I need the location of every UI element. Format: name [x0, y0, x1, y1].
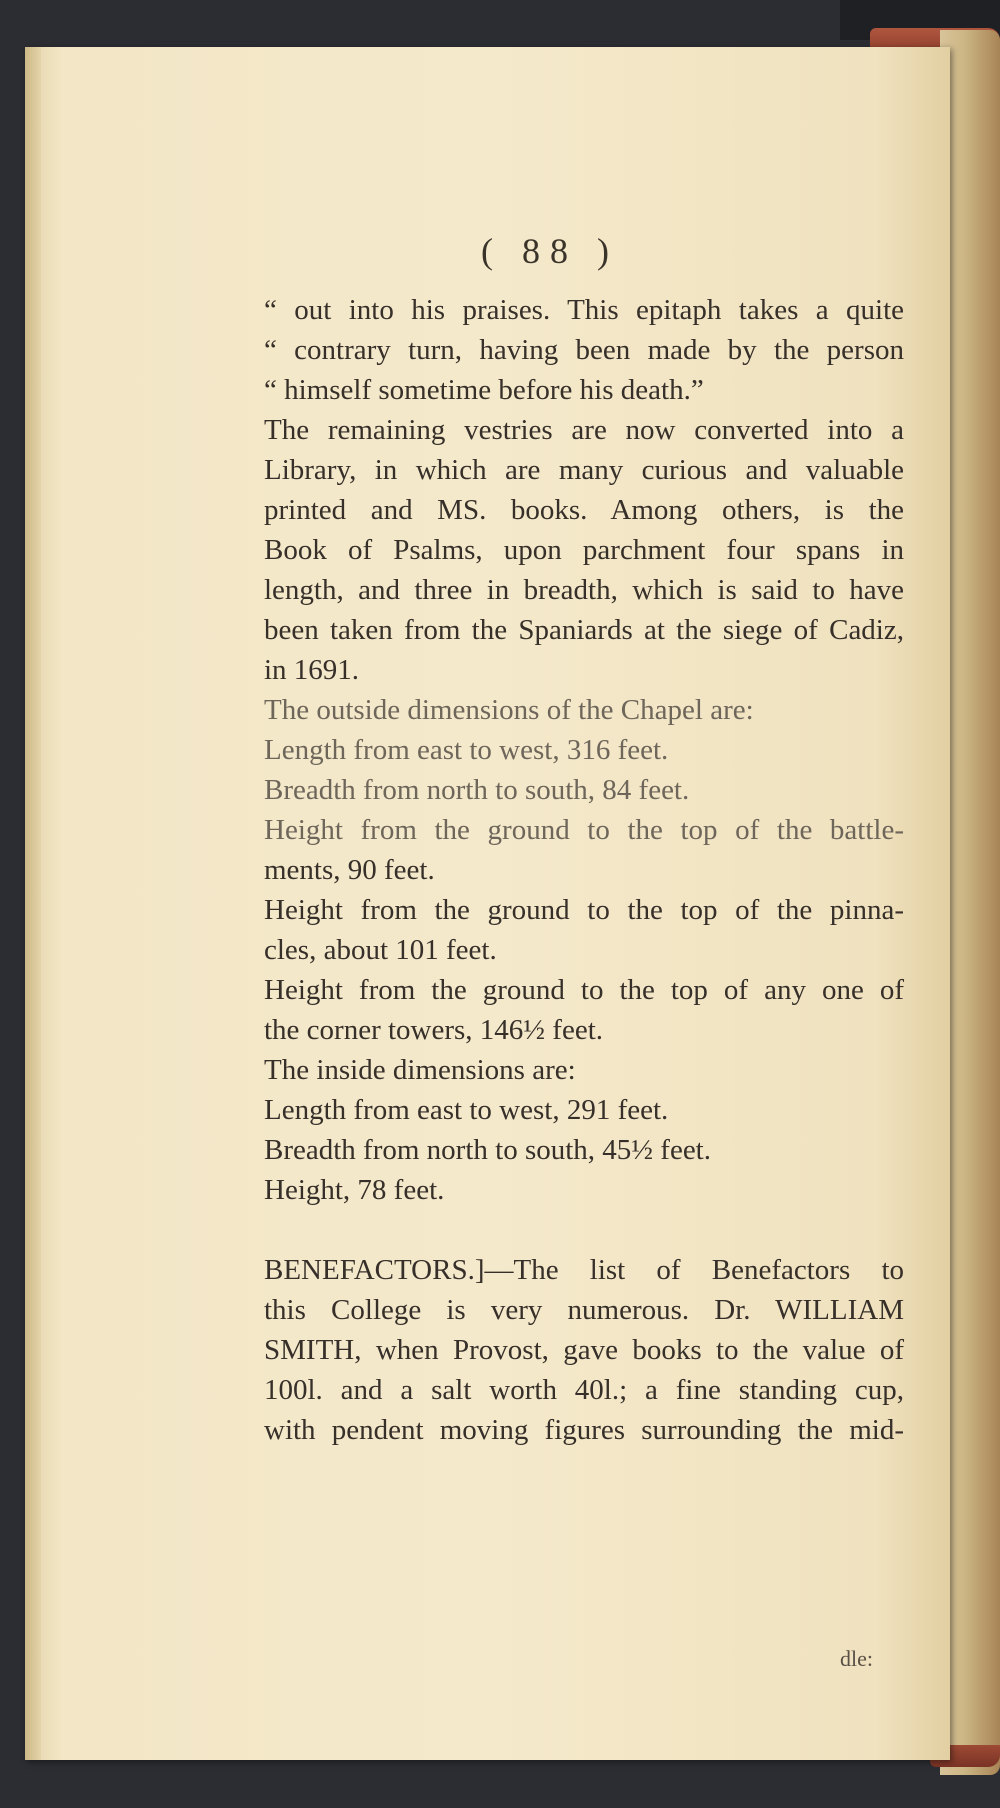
- text-line: Library, in which are many curious and valuable: [264, 454, 904, 486]
- text-line: SMITH, when Provost, gave books to the value of: [264, 1334, 904, 1366]
- text-line: “ contrary turn, having been made by the person: [264, 334, 904, 366]
- text-line: The outside dimensions of the Chapel are:: [264, 694, 754, 726]
- catchword: dle:: [840, 1646, 873, 1671]
- page-number: ( 88 ): [481, 231, 619, 271]
- text-line: in 1691.: [264, 654, 360, 686]
- text-line: Height, 78 feet.: [264, 1174, 445, 1206]
- text-line: with pendent moving figures surrounding the mid-: [264, 1414, 904, 1446]
- text-line: Breadth from north to south, 84 feet.: [264, 774, 690, 806]
- text-line: Length from east to west, 316 feet.: [264, 734, 669, 766]
- text-line: ments, 90 feet.: [264, 854, 435, 886]
- paragraph-gap: [264, 1210, 904, 1250]
- text-line: Book of Psalms, upon parchment four spans in: [264, 534, 904, 566]
- page-text: [264, 290, 904, 1450]
- text-line: been taken from the Spaniards at the siege of Cadiz,: [264, 614, 904, 646]
- text-line: Length from east to west, 291 feet.: [264, 1094, 669, 1126]
- text-line: Height from the ground to the top of any one of: [264, 974, 904, 1006]
- text-line: “ out into his praises. This epitaph takes a quite: [264, 294, 904, 326]
- text-line: Height from the ground to the top of the pinna-: [264, 894, 904, 926]
- page-gutter: [25, 47, 41, 1760]
- text-line: 100l. and a salt worth 40l.; a fine standing cup,: [264, 1374, 904, 1406]
- text-line: cles, about 101 feet.: [264, 934, 497, 966]
- text-line: this College is very numerous. Dr. WILLIAM: [264, 1294, 904, 1326]
- text-line: length, and three in breadth, which is said to have: [264, 574, 904, 606]
- text-line: the corner towers, 146½ feet.: [264, 1014, 604, 1046]
- text-line: The inside dimensions are:: [264, 1054, 576, 1086]
- text-line: Height from the ground to the top of the battle-: [264, 814, 904, 846]
- text-line: The remaining vestries are now converted into a: [264, 414, 904, 446]
- text-line: “ himself sometime before his death.”: [264, 374, 704, 406]
- text-line: printed and MS. books. Among others, is the: [264, 494, 904, 526]
- text-line: Breadth from north to south, 45½ feet.: [264, 1134, 711, 1166]
- text-line: BENEFACTORS.]—The list of Benefactors to: [264, 1254, 904, 1286]
